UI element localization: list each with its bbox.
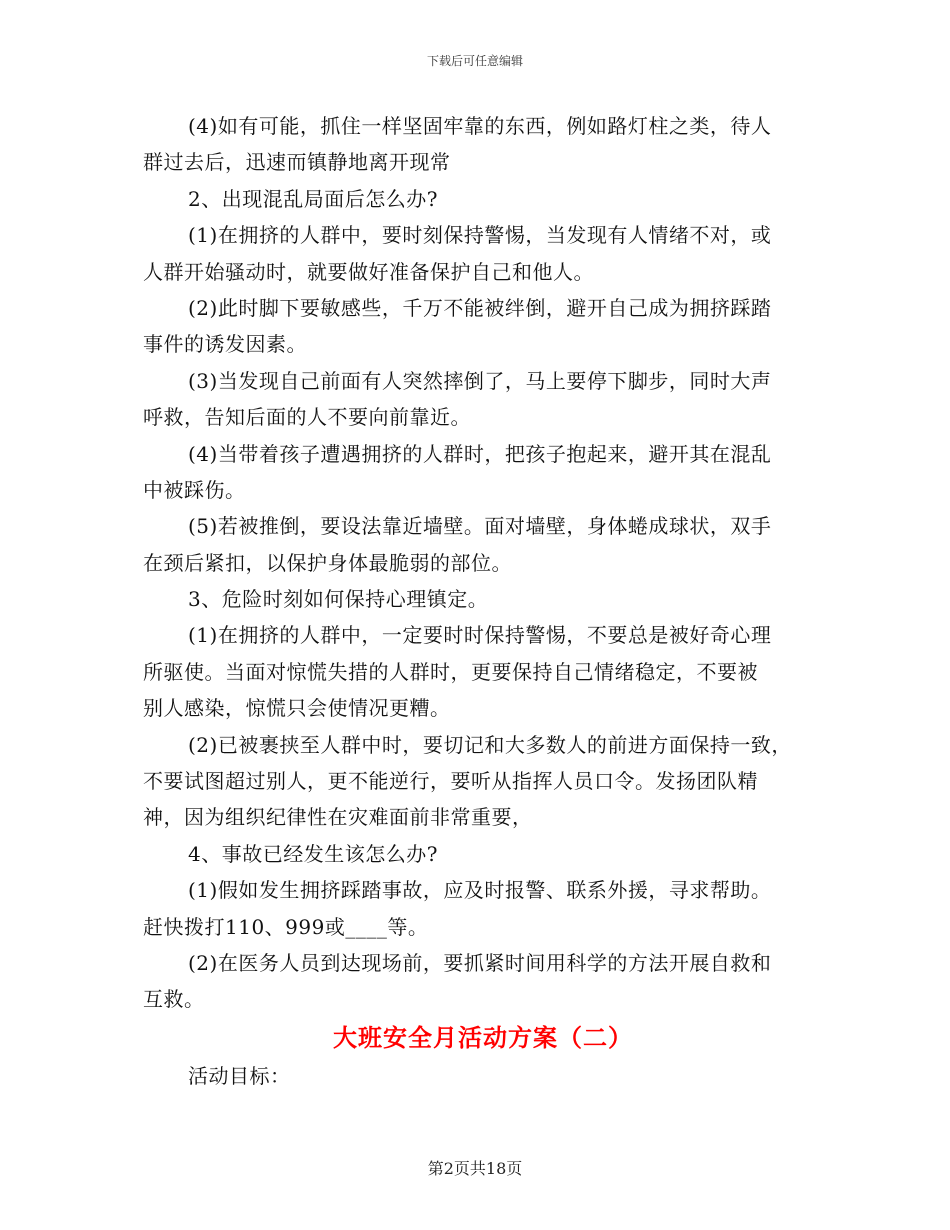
page-footer: 第2页共18页	[427, 1159, 523, 1178]
paragraph-line: (1)在拥挤的人群中，一定要时时保持警惕，不要总是被好奇心理	[188, 623, 772, 648]
document-body	[143, 108, 823, 1095]
paragraph-line: 别人感染，惊慌只会使情况更糟。	[143, 696, 451, 721]
paragraph-line: 不要试图超过别人，更不能逆行，要听从指挥人员口令。发扬团队精	[143, 769, 758, 794]
paragraph-line: 事件的诱发因素。	[143, 332, 307, 357]
paragraph-line: 所驱使。当面对惊慌失措的人群时，更要保持自己情绪稳定，不要被	[143, 659, 758, 684]
paragraph-line: (4)当带着孩子遭遇拥挤的人群时，把孩子抱起来，避开其在混乱	[188, 441, 772, 466]
section-heading: 3、危险时刻如何保持心理镇定。	[188, 587, 489, 612]
paragraph-line: 人群开始骚动时，就要做好准备保护自己和他人。	[143, 259, 594, 284]
paragraph-line: 呼救，告知后面的人不要向前靠近。	[143, 405, 471, 430]
paragraph-line: 群过去后，迅速而镇静地离开现常	[143, 150, 451, 175]
paragraph-line: (3)当发现自己前面有人突然摔倒了，马上要停下脚步，同时大声	[188, 368, 772, 393]
paragraph-line: 中被踩伤。	[143, 477, 246, 502]
paragraph-line: 赶快拨打110、999或____等。	[143, 914, 429, 939]
paragraph-line: 在颈后紧扣，以保护身体最脆弱的部位。	[143, 550, 512, 575]
paragraph-line: 活动目标：	[188, 1064, 291, 1089]
paragraph-line: (1)在拥挤的人群中，要时刻保持警惕，当发现有人情绪不对，或	[188, 223, 772, 248]
paragraph-line: (4)如有可能，抓住一样坚固牢靠的东西，例如路灯柱之类，待人	[188, 114, 772, 138]
section-heading: 4、事故已经发生该怎么办?	[188, 841, 438, 866]
page-header: 下载后可任意编辑	[426, 54, 523, 68]
paragraph-line: 神，因为组织纪律性在灾难面前非常重要，	[143, 805, 533, 830]
document-title: 大班安全月活动方案（二）	[333, 1022, 633, 1052]
paragraph-line: (2)已被裹挟至人群中时，要切记和大多数人的前进方面保持一致，	[188, 732, 792, 757]
section-heading: 2、出现混乱局面后怎么办?	[188, 186, 438, 211]
paragraph-line: (2)在医务人员到达现场前，要抓紧时间用科学的方法开展自救和	[188, 950, 772, 975]
paragraph-line: 互救。	[143, 987, 205, 1012]
paragraph-line: (1)假如发生拥挤踩踏事故，应及时报警、联系外援，寻求帮助。	[188, 878, 772, 903]
paragraph-line: (5)若被推倒，要设法靠近墙壁。面对墙壁，身体蜷成球状，双手	[188, 514, 772, 539]
paragraph-line: (2)此时脚下要敏感些，千万不能被绊倒，避开自己成为拥挤踩踏	[188, 295, 772, 320]
